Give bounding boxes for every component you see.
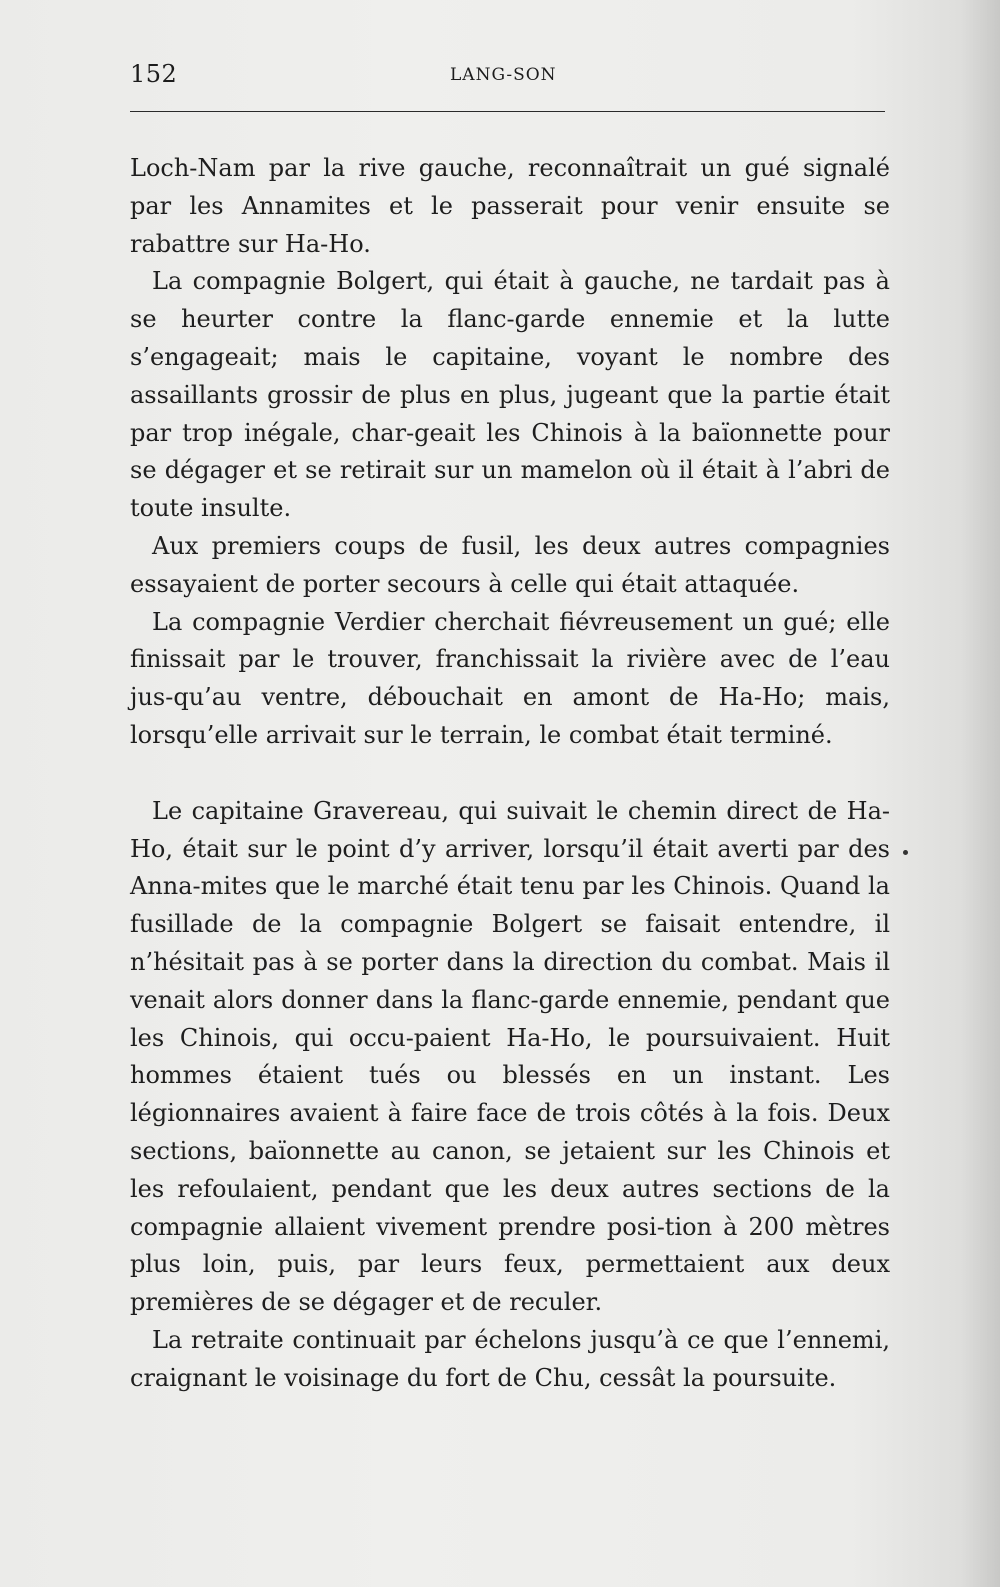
page-header [130,60,885,100]
body-text [130,150,890,1398]
paragraph-3: Aux premiers coups de fusil, les deux autres compagnies essayaient de porter secours à celle qui était attaquée. [130,531,890,598]
paragraph-2: La compagnie Bolgert, qui était à gauche, ne tardait pas à se heurter contre la flanc-garde ennemie et la lutte s’engageait; mais le capitaine, voyant le nombre des assaillants grossir de plus en plus, jugeant que la partie était par trop inégale, char-geait les Chinois à la baïonnette pour se dégager et se retirait sur un mamelon où il était à l’abri de toute insulte. [130,267,890,523]
page-edge-shadow [960,0,1000,1587]
page-number: 152 [130,60,178,88]
ink-speck [903,850,908,855]
header-rule [130,111,885,112]
paragraph-4: La compagnie Verdier cherchait fiévreusement un gué; elle finissait par le trouver, franchissait la rivière avec de l’eau jus-qu’au ventre, débouchait en amont de Ha-Ho; mais, lorsqu’elle arrivait sur le terrain, le combat était terminé. [130,607,890,749]
paragraph-1: Loch-Nam par la rive gauche, reconnaîtrait un gué signalé par les Annamites et le passerait pour venir ensuite se rabattre sur Ha-Ho. [130,154,890,258]
paragraph-6: La retraite continuait par échelons jusqu’à ce que l’ennemi, craignant le voisinage du fort de Chu, cessât la poursuite. [130,1325,890,1392]
running-title: LANG-SON [450,65,557,85]
paragraph-5: Le capitaine Gravereau, qui suivait le chemin direct de Ha-Ho, était sur le point d’y arriver, lorsqu’il était averti par des Anna-mites que le marché était tenu par les Chinois. Quand la fusillade de la compagnie Bolgert se faisait entendre, il n’hésitait pas à se porter dans la direction du combat. Mais il venait alors donner dans la flanc-garde ennemie, pendant que les Chinois, qui occu-paient Ha-Ho, le poursuivaient. Huit hommes étaient tués ou blessés en un instant. Les légionnaires avaient à faire face de trois côtés à la fois. Deux sections, baïonnette au canon, se jetaient sur les Chinois et les refoulaient, pendant que les deux autres sections de la compagnie allaient vivement prendre posi-tion à 200 mètres plus loin, puis, par leurs feux, permettaient aux deux premières de se dégager et de reculer. [130,796,890,1317]
